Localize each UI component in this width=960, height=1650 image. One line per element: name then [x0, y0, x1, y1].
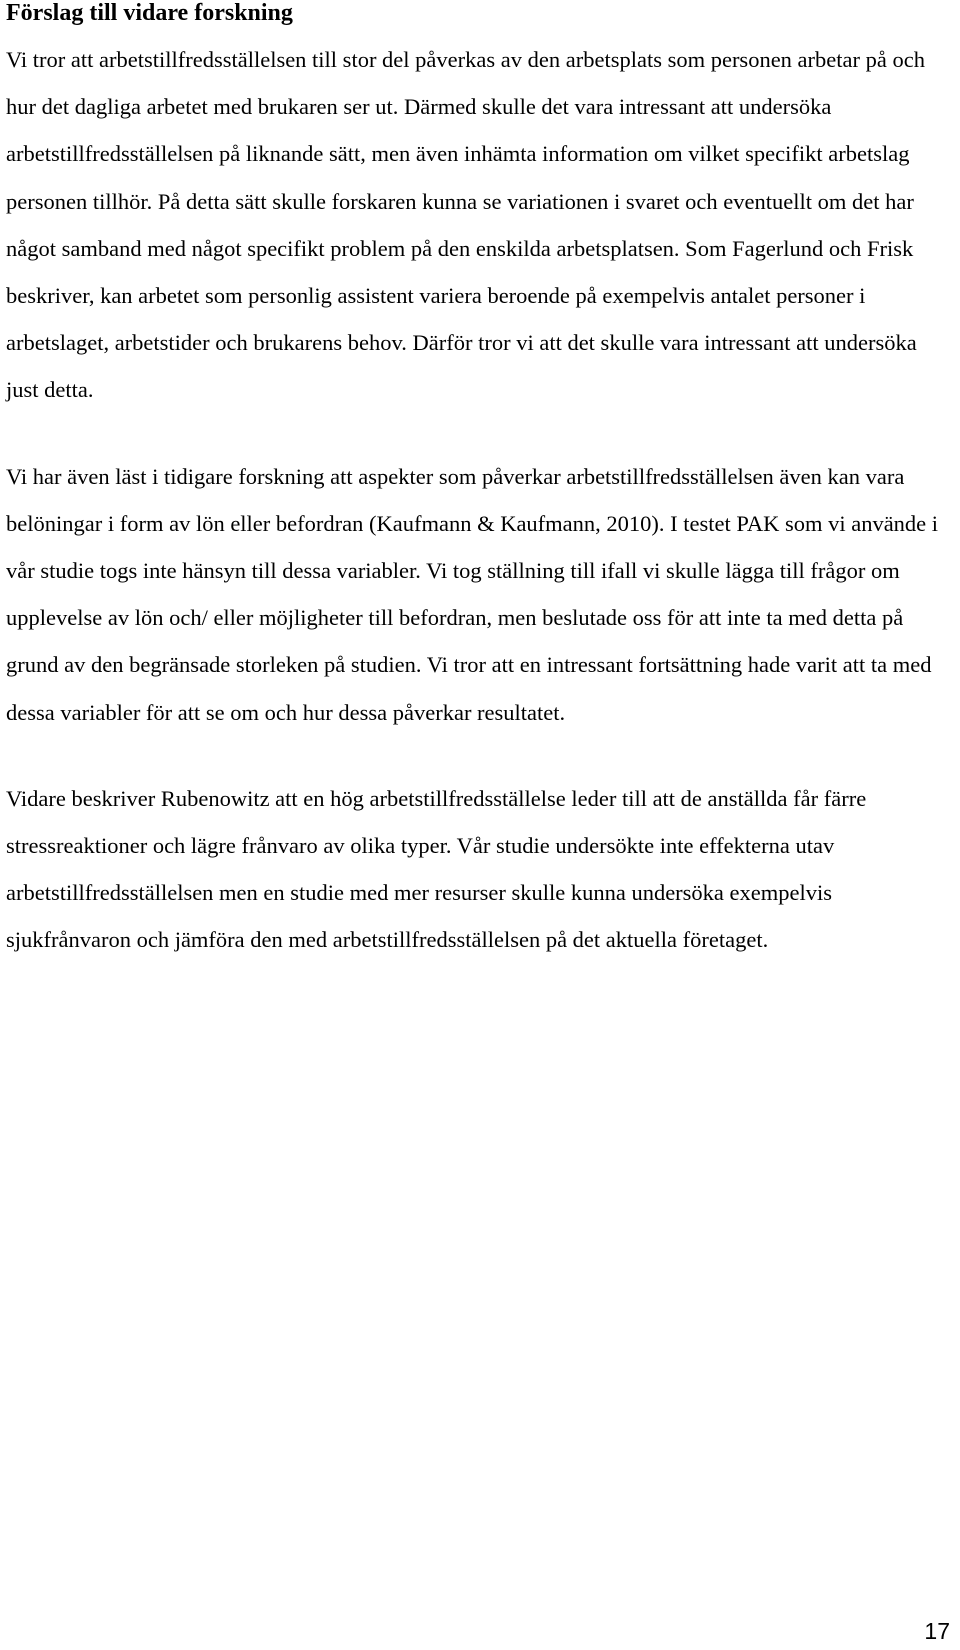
paragraph-further-research-absence: Vidare beskriver Rubenowitz att en hög arbetstillfredsställelse leder till att de anställda får färre stressreaktioner och lägre frånvaro av olika typer. Vår studie undersökte inte effekterna utav arbetstillfredsställelsen men en studie med mer resurser skulle kunna undersöka exempelvis sjukfrånvaron och jämföra den med arbetstillfredsställelsen på det aktuella företaget.	[6, 785, 867, 953]
paragraph-further-research-workplace: Vi tror att arbetstillfredsställelsen till stor del påverkas av den arbetsplats som personen arbetar på och hur det dagliga arbetet med brukaren ser ut. Därmed skulle det vara intressant att undersöka arbetstillfredsställelsen på liknande sätt, men även inhämta information om vilket specifikt arbetslag personen tillhör. På detta sätt skulle forskaren kunna se variationen i svaret och eventuellt om det har något samband med något specifikt problem på den enskilda arbetsplatsen. Som Fagerlund och Frisk beskriver, kan arbetet som personlig assistent variera beroende på exempelvis antalet personer i arbetslaget, arbetstider och brukarens behov. Därför tror vi att det skulle vara intressant att undersöka just detta.	[6, 47, 925, 403]
paragraph-further-research-rewards: Vi har även läst i tidigare forskning att aspekter som påverkar arbetstillfredsställelsen även kan vara belöningar i form av lön eller befordran (Kaufmann & Kaufmann, 2010). I testet PAK som vi använde i vår studie togs inte hänsyn till dessa variabler. Vi tog ställning till ifall vi skulle lägga till frågor om upplevelse av lön och/ eller möjligheter till befordran, men beslutade oss för att inte ta med detta på grund av den begränsade storleken på studien. Vi tror att en intressant fortsättning hade varit att ta med dessa variabler för att se om och hur dessa påverkar resultatet.	[6, 463, 939, 725]
document-page	[6, 0, 951, 964]
page-number: 17	[924, 1618, 950, 1644]
section-heading: Förslag till vidare forskning	[6, 0, 293, 26]
